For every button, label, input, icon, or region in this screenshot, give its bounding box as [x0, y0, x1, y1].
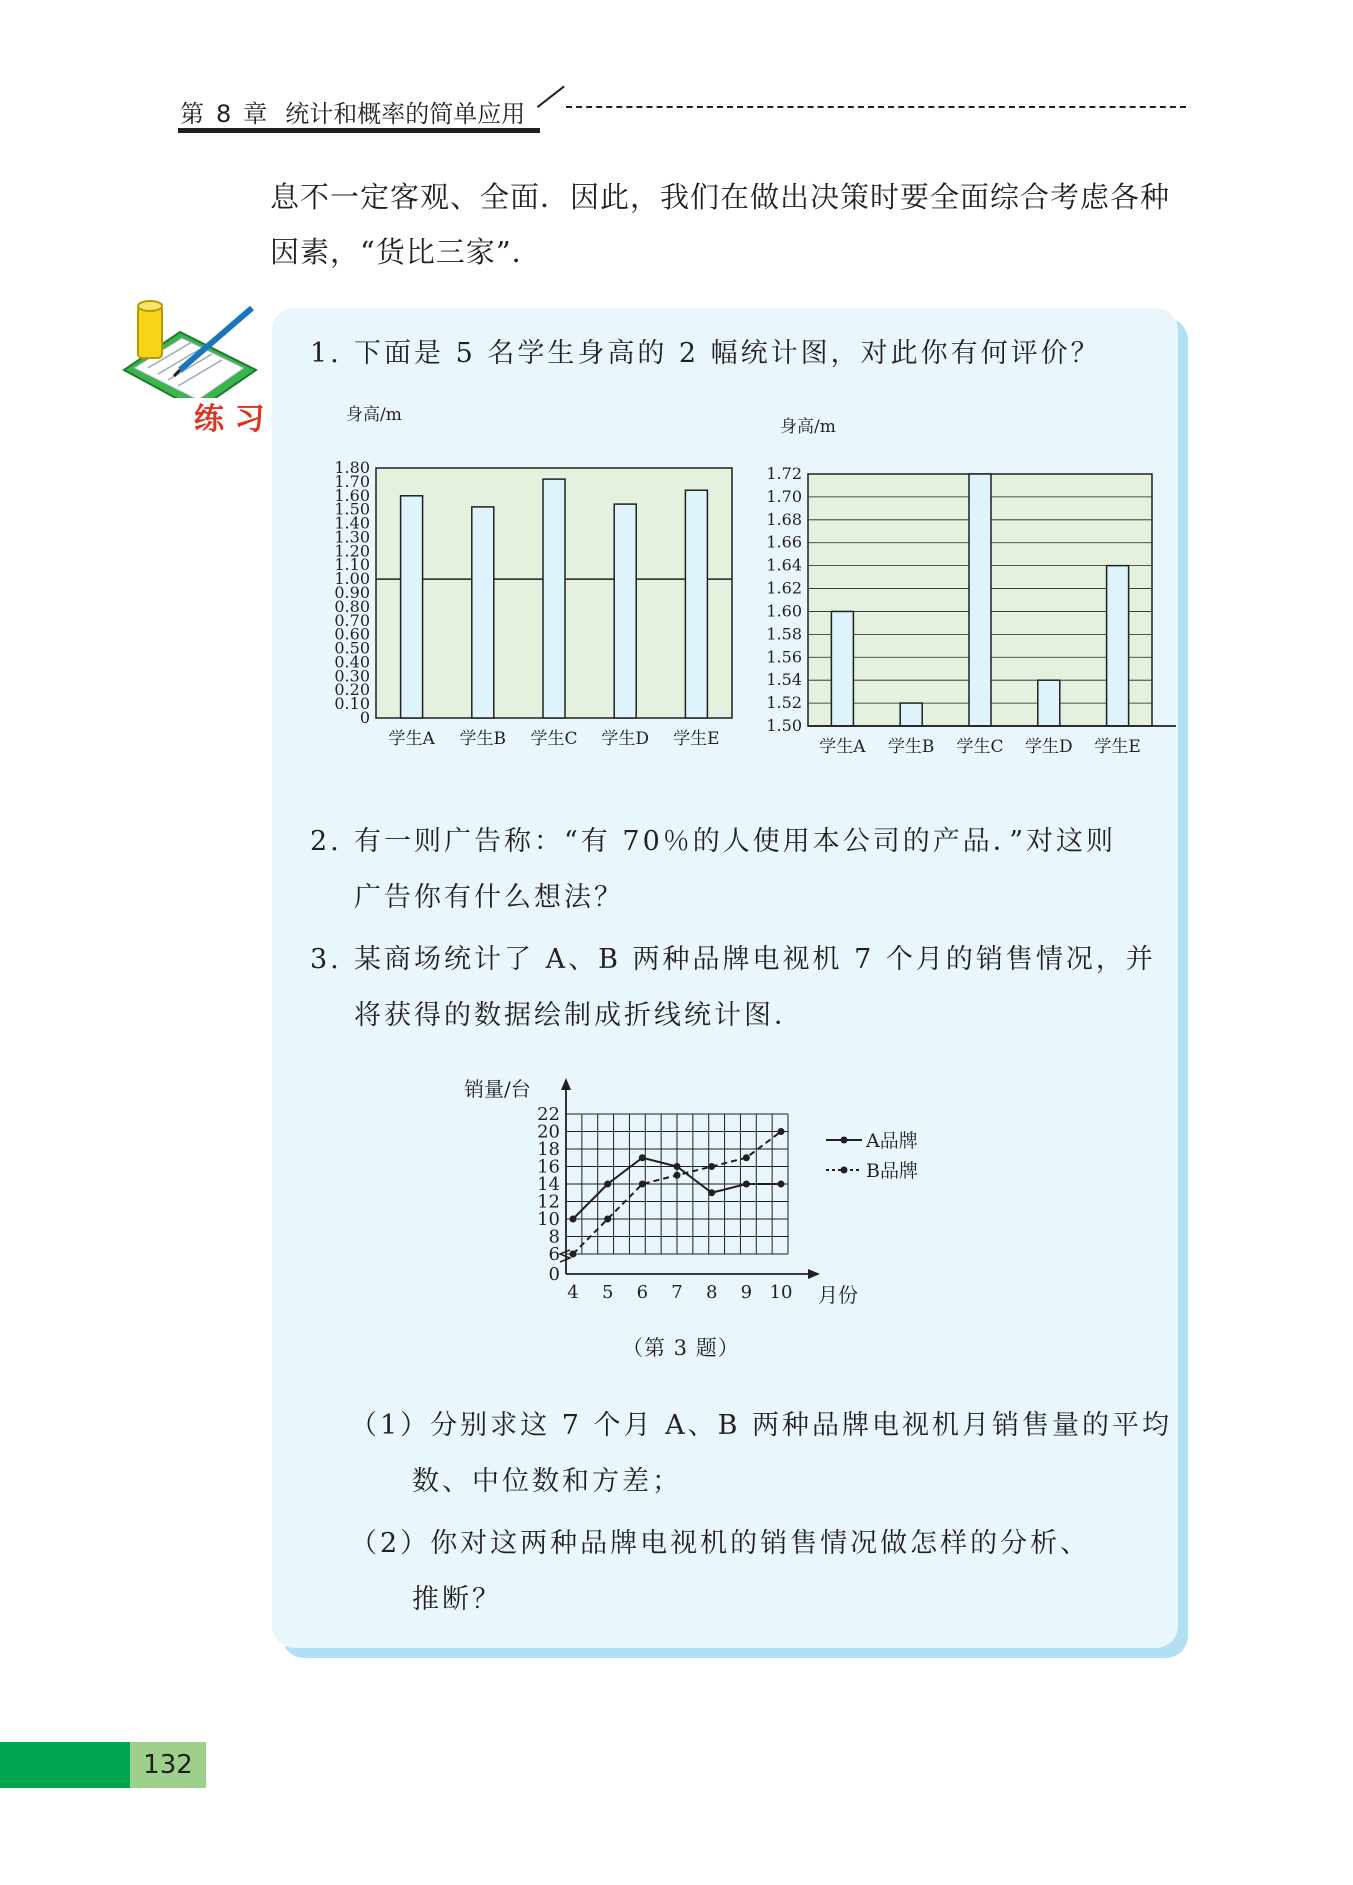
y-tick-label: 1.56 [766, 647, 802, 667]
bar [831, 611, 853, 726]
data-point [639, 1181, 646, 1188]
y-tick-label: 12 [537, 1191, 560, 1213]
x-tick-label: 9 [740, 1282, 753, 1303]
legend-marker [841, 1167, 848, 1174]
notebook-pen-icon [118, 298, 268, 398]
data-point [778, 1128, 785, 1135]
question-3 [310, 932, 1156, 1044]
data-point [708, 1163, 715, 1170]
x-tick-label: 学生D [1024, 737, 1073, 757]
y-tick-label: 22 [537, 1104, 560, 1125]
y-tick-label: 1.50 [334, 499, 370, 519]
y-tick-label: 1.62 [766, 578, 802, 598]
y-tick-label: 0 [548, 1264, 560, 1285]
y-tick-label: 1.72 [766, 464, 802, 483]
question-3-line-1: 某商场统计了 A、B 两种品牌电视机 7 个月的销售情况，并 [354, 944, 1156, 975]
x-axis-label: 月份 [818, 1283, 858, 1307]
data-point [570, 1216, 577, 1223]
data-point [674, 1163, 681, 1170]
question-2-number: 2. [310, 826, 342, 857]
y-tick-label: 0.80 [334, 596, 370, 616]
x-tick-label: 学生A [388, 729, 435, 749]
intro-paragraph [270, 170, 1190, 280]
sub-question-1-number: （1） [350, 1410, 431, 1441]
y-tick-label: 1.58 [766, 624, 802, 644]
x-tick-label: 学生E [673, 729, 720, 749]
question-2 [310, 814, 1116, 926]
y-tick-label: 16 [537, 1156, 560, 1178]
y-tick-label: 8 [548, 1226, 560, 1248]
y-tick-label: 14 [537, 1174, 560, 1195]
bar [1107, 566, 1129, 726]
question-1 [310, 326, 1101, 382]
bar [614, 504, 636, 718]
x-tick-label: 8 [705, 1282, 718, 1303]
sub-question-1 [350, 1398, 1172, 1510]
y-tick-label: 1.30 [334, 527, 370, 547]
exercise-panel [272, 308, 1178, 1648]
y-axis-label: 身高/m [346, 405, 402, 425]
x-tick-label: 7 [671, 1282, 683, 1303]
exercise-icon-block [118, 298, 268, 438]
data-point [743, 1154, 750, 1161]
bar [543, 479, 565, 718]
chapter-header [178, 88, 1188, 132]
y-axis-arrow [561, 1078, 571, 1090]
y-tick-label: 1.50 [766, 716, 802, 735]
data-point [604, 1181, 611, 1188]
y-tick-label: 0 [359, 708, 370, 727]
intro-line-1: 息不一定客观、全面．因此，我们在做出决策时要全面综合考虑各种 [270, 180, 1171, 214]
x-tick-label: 学生E [1094, 737, 1141, 757]
x-tick-label: 学生C [530, 729, 578, 749]
y-tick-label: 0.40 [334, 652, 370, 672]
bar [472, 507, 494, 718]
y-tick-label: 20 [537, 1121, 560, 1143]
y-tick-label: 1.00 [334, 569, 370, 589]
legend-label: A品牌 [866, 1130, 918, 1152]
y-tick-label: 1.66 [766, 532, 802, 552]
y-tick-label: 10 [537, 1209, 560, 1230]
header-dashed-line [566, 106, 1186, 108]
sub-question-1-line-1: 分别求这 7 个月 A、B 两种品牌电视机月销售量的平均 [430, 1410, 1173, 1441]
y-tick-label: 1.10 [334, 555, 370, 575]
x-tick-label: 学生C [956, 737, 1004, 757]
sub-question-2-line-1: 你对这两种品牌电视机的销售情况做怎样的分析、 [430, 1528, 1091, 1559]
bar-chart-truncated-scale [732, 408, 1192, 798]
bar-chart-full-scale [296, 400, 736, 790]
data-point [604, 1216, 611, 1223]
x-tick-label: 学生B [887, 737, 935, 757]
page-number-strip [0, 1742, 130, 1788]
question-2-line-2: 广告你有什么想法？ [354, 882, 624, 913]
chapter-heading [180, 94, 525, 129]
y-tick-label: 0.90 [334, 583, 370, 602]
line-chart-sales [462, 1068, 942, 1318]
y-tick-label: 18 [537, 1139, 560, 1160]
x-axis-arrow [808, 1269, 820, 1279]
data-point [743, 1181, 750, 1188]
x-tick-label: 5 [601, 1282, 614, 1303]
y-tick-label: 0.30 [334, 666, 370, 686]
header-rule [178, 128, 540, 133]
exercise-label: 练 习 [194, 402, 265, 437]
x-tick-label: 10 [769, 1282, 793, 1303]
y-tick-label: 1.54 [766, 670, 802, 690]
x-tick-label: 4 [567, 1282, 579, 1303]
y-axis-label: 销量/台 [464, 1077, 531, 1101]
bar [1038, 680, 1060, 726]
y-tick-label: 0.50 [334, 638, 370, 658]
chapter-title: 统计和概率的简单应用 [285, 100, 526, 128]
x-tick-label: 学生B [459, 729, 507, 749]
x-tick-label: 6 [636, 1282, 649, 1303]
header-slash [537, 85, 565, 108]
data-point [570, 1251, 577, 1258]
sub-question-2 [350, 1516, 1090, 1628]
y-tick-label: 0.60 [334, 624, 370, 644]
question-1-number: 1. [310, 338, 342, 369]
chapter-number: 8 [216, 100, 232, 128]
legend-marker [841, 1137, 848, 1144]
y-tick-label: 1.52 [766, 693, 802, 713]
y-tick-label: 0.70 [334, 610, 370, 630]
axis-break-mark [560, 1250, 570, 1262]
data-point [708, 1189, 715, 1196]
y-tick-label: 0.20 [334, 680, 370, 700]
y-tick-label: 1.40 [334, 513, 370, 533]
sub-question-1-line-2: 数、中位数和方差； [412, 1466, 682, 1497]
bar [685, 490, 707, 718]
chapter-prefix: 第 [180, 100, 204, 128]
y-tick-label: 1.80 [334, 458, 370, 477]
question-3-number: 3. [310, 944, 342, 975]
legend-label: B品牌 [866, 1160, 918, 1182]
y-tick-label: 0.10 [334, 694, 370, 714]
data-point [674, 1172, 681, 1179]
data-point [778, 1181, 785, 1188]
x-tick-label: 学生D [601, 729, 650, 749]
y-tick-label: 1.20 [334, 541, 370, 561]
sub-question-2-line-2: 推断？ [412, 1584, 502, 1615]
y-tick-label: 1.68 [766, 509, 802, 529]
y-tick-label: 1.60 [334, 485, 370, 505]
data-point [639, 1154, 646, 1161]
figure-caption: （第 3 题） [622, 1336, 740, 1360]
y-tick-label: 6 [548, 1244, 560, 1265]
chapter-suffix: 章 [243, 100, 268, 128]
x-tick-label: 学生A [819, 737, 866, 757]
y-tick-label: 1.64 [766, 555, 802, 575]
y-tick-label: 1.70 [334, 471, 370, 491]
intro-line-2: 因素，“货比三家”． [270, 235, 542, 269]
y-tick-label: 1.70 [766, 486, 802, 506]
bar [900, 703, 922, 726]
sub-question-2-number: （2） [350, 1528, 431, 1559]
bar [401, 496, 423, 718]
bar [969, 474, 991, 726]
question-2-line-1: 有一则广告称：“有 70％的人使用本公司的产品．”对这则 [354, 826, 1117, 857]
page-number: 132 [130, 1742, 206, 1788]
y-tick-label: 1.60 [766, 601, 802, 621]
question-1-text: 下面是 5 名学生身高的 2 幅统计图，对此你有何评价？ [354, 338, 1101, 369]
question-3-line-2: 将获得的数据绘制成折线统计图． [354, 1000, 804, 1031]
y-axis-label: 身高/m [780, 417, 836, 437]
